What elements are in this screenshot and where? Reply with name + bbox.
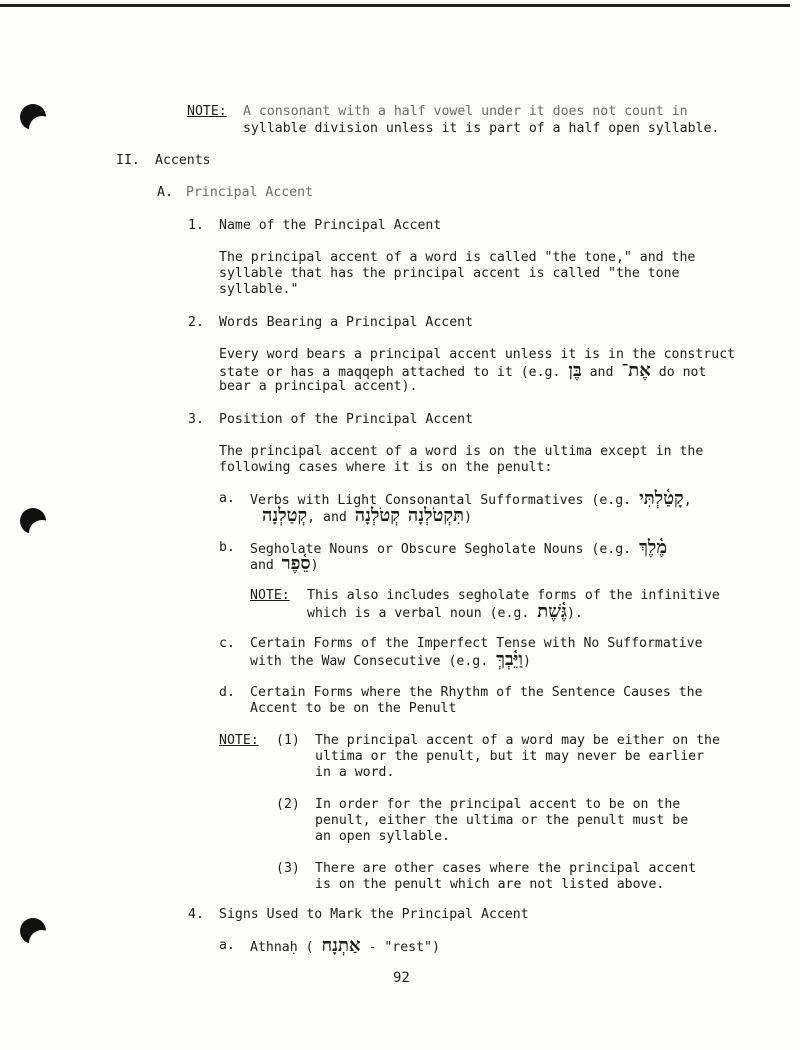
note-text-line1: A consonant with a half vowel under it does not count in: [243, 104, 688, 119]
punch-hole-middle: [20, 508, 46, 534]
note2-line3: an open syllable.: [315, 829, 450, 844]
item3b-note-text: which is a verbal noun (e.g.: [307, 606, 530, 621]
item4a-line1: [250, 935, 440, 956]
item4a-text-a: Athnaḥ (: [250, 940, 314, 955]
notes-label: NOTE:: [219, 733, 259, 748]
item1-number: 1.: [188, 218, 204, 233]
note2-line1: In order for the principal accent to be on the: [315, 797, 681, 812]
item3a-line1: [250, 488, 692, 509]
item3b-note-end: ).: [566, 606, 583, 621]
item3b-note-label: NOTE:: [250, 588, 290, 603]
punch-hole-bottom: [20, 918, 46, 944]
item3d-line2: Accent to be on the Penult: [250, 701, 457, 716]
item1-para-line3: syllable.": [219, 282, 299, 297]
section-number: II.: [116, 153, 140, 168]
item3d-letter: d.: [219, 685, 235, 700]
item3a-text: Verbs with Light Consonantal Sufformatives (e.g.: [250, 493, 632, 508]
hebrew-word-qetolnah: קְטֹלְנָה: [354, 505, 400, 526]
hebrew-word-qetalnah: קְטַלְנָה: [262, 505, 308, 526]
note1-line1: The principal accent of a word may be either on the: [315, 733, 720, 748]
note2-number: (2): [276, 797, 300, 812]
item3b-note-line2: [307, 601, 583, 622]
item3-number: 3.: [188, 412, 204, 427]
item3-para-line2: following cases where it is on the penult:: [219, 460, 553, 475]
punch-hole-top: [20, 104, 46, 130]
item2-text-b: and: [589, 365, 614, 380]
item4a-text-b: - "rest"): [368, 940, 440, 955]
note3-line1: There are other cases where the principal accent: [315, 861, 697, 876]
item3b-letter: b.: [219, 540, 235, 555]
item2-number: 2.: [188, 315, 204, 330]
item3d-line1: Certain Forms where the Rhythm of the Sentence Causes the: [250, 685, 703, 700]
note1-line2: ultima or the penult, but it may never be earlier: [315, 749, 705, 764]
item3-para-line1: The principal accent of a word is on the ultima except in the: [219, 444, 704, 459]
section-title: Accents: [155, 153, 211, 168]
top-rule: [0, 4, 790, 7]
item1-title: Name of the Principal Accent: [219, 218, 442, 233]
item3a-and: , and: [307, 510, 347, 525]
hebrew-word-et: אֶת־: [621, 360, 651, 381]
item4-number: 4.: [188, 907, 204, 922]
hebrew-word-geshet: גֶּ֫שֶׁת: [537, 601, 567, 622]
item1-para-line1: The principal accent of a word is called "the tone," and the: [219, 250, 696, 265]
item3c-line2: [250, 649, 531, 670]
hebrew-word-qatalti: קָטַ֫לְתִּי: [639, 488, 684, 509]
hebrew-word-melek: מֶ֫לֶךְ: [639, 537, 667, 558]
item2-text-a: state or has a maqqeph attached to it (e.g.: [219, 365, 561, 380]
hebrew-word-tiqtolnah: תִּקְטֹלְנָה: [407, 505, 464, 526]
item3b-note-line1: This also includes segholate forms of the infinitive: [307, 588, 720, 603]
hebrew-word-sefer: סֵ֫פֶר: [281, 553, 311, 574]
item4a-letter: a.: [219, 938, 235, 953]
note2-line2: penult, either the ultima or the penult must be: [315, 813, 689, 828]
item3a-paren: ): [464, 510, 472, 525]
note3-number: (3): [276, 861, 300, 876]
note-text-line2: syllable division unless it is part of a half open syllable.: [243, 121, 720, 136]
hebrew-word-athnah: אַתְנָח: [321, 935, 361, 956]
item3c-paren: ): [522, 654, 531, 669]
item3c-letter: c.: [219, 636, 235, 651]
item3-title: Position of the Principal Accent: [219, 412, 474, 427]
item2-text-c: do not: [658, 365, 707, 380]
subsection-title: Principal Accent: [186, 185, 314, 200]
item3b-and: and: [250, 558, 274, 573]
item4-title: Signs Used to Mark the Principal Accent: [219, 907, 529, 922]
item3a-comma: ,: [683, 493, 692, 508]
page-number: 92: [393, 970, 410, 986]
item3b-line2: [250, 553, 319, 574]
subsection-letter: A.: [157, 185, 173, 200]
hebrew-word-ben: בֶּן: [568, 360, 582, 381]
item3b-paren: ): [310, 558, 319, 573]
item2-title: Words Bearing a Principal Accent: [219, 315, 474, 330]
item2-para-line3: bear a principal accent).: [219, 379, 418, 394]
item3a-letter: a.: [219, 491, 235, 506]
note1-number: (1): [276, 733, 300, 748]
item3c-text: with the Waw Consecutive (e.g.: [250, 654, 489, 669]
note-label: NOTE:: [187, 104, 227, 119]
item2-para-line1: Every word bears a principal accent unless it is in the construct: [219, 347, 736, 362]
item3a-line2: [262, 505, 472, 526]
note1-line3: in a word.: [315, 765, 395, 780]
item3c-line1: Certain Forms of the Imperfect Tense with No Sufformative: [250, 636, 703, 651]
hebrew-word-wayyebk: וַיֵּ֫בְךְּ: [496, 649, 523, 670]
item3b-text: Segholate Nouns or Obscure Segholate Nouns (e.g.: [250, 542, 632, 557]
item1-para-line2: syllable that has the principal accent is called "the tone: [219, 266, 680, 281]
note3-line2: is on the penult which are not listed above.: [315, 877, 665, 892]
